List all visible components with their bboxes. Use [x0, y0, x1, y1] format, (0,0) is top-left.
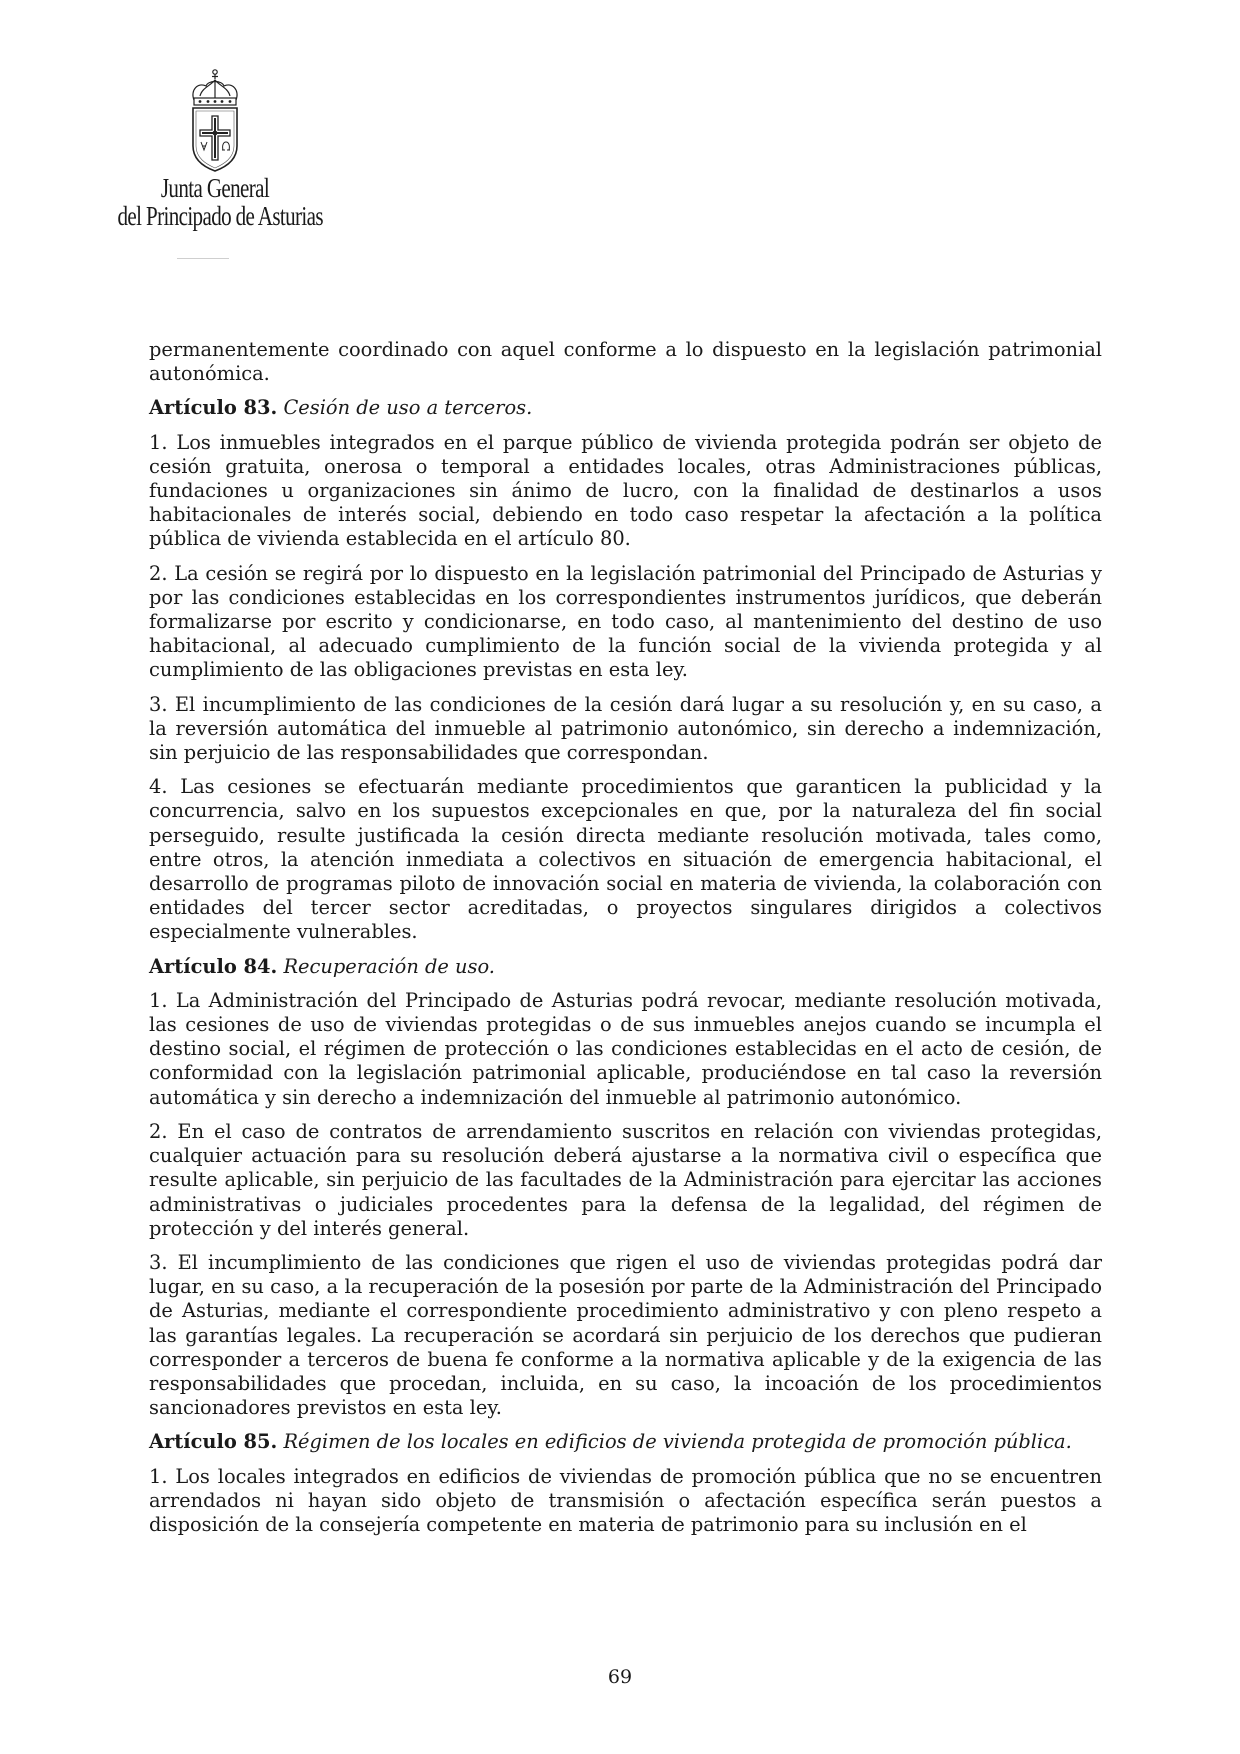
article-83-paragraph-1: 1. Los inmuebles integrados en el parque público de vivienda protegida podrán ser objeto de cesión gratuita, onerosa o temporal a entidades locales, otras Administraciones públicas, fundaciones u organizaciones sin ánimo de lucro, con la finalidad de destinarlos a usos habitacionales de interés social, debiendo en todo caso respetar la afectación a la política pública de vivienda establecida en el artículo 80. [149, 430, 1102, 551]
article-84-title: Recuperación de uso. [283, 954, 495, 978]
institution-name-line1: Junta General [160, 173, 270, 203]
page-number: 69 [607, 1666, 633, 1688]
article-84-heading [149, 955, 1102, 979]
coat-of-arms-icon [180, 66, 250, 174]
article-85-heading [149, 1430, 1102, 1454]
article-85-paragraph-1: 1. Los locales integrados en edificios de viviendas de promoción pública que no se encuentren arrendados ni hayan sido objeto de transmisión o afectación específica serán puestos a disposición de la consejería competente en materia de patrimonio para su inclusión en el [149, 1464, 1102, 1536]
article-84-paragraph-2: 2. En el caso de contratos de arrendamiento suscritos en relación con viviendas protegidas, cualquier actuación para su resolución deberá ajustarse a la normativa civil o específica que resulte aplicable, sin perjuicio de las facultades de la Administración para ejercitar las acciones administrativas o judiciales procedentes para la defensa de la legalidad, del régimen de protección y del interés general. [149, 1119, 1102, 1240]
article-84-number: Artículo 84. [149, 954, 278, 978]
article-83-paragraph-4: 4. Las cesiones se efectuarán mediante procedimientos que garanticen la publicidad y la concurrencia, salvo en los supuestos excepcionales en que, por la naturaleza del fin social perseguido, resulte justificada la cesión directa mediante resolución motivada, tales como, entre otros, la atención inmediata a colectivos en situación de emergencia habitacional, el desarrollo de programas piloto de innovación social en materia de vivienda, la colaboración con entidades del tercer sector acreditadas, o proyectos singulares dirigidos a colectivos especialmente vulnerables. [149, 775, 1102, 944]
institution-name-line2: del Principado de Asturias [117, 201, 323, 231]
article-83-heading [149, 396, 1102, 420]
document-body [149, 338, 1102, 1547]
header-divider [177, 258, 229, 259]
letterhead [90, 66, 340, 259]
article-83-paragraph-2: 2. La cesión se regirá por lo dispuesto en la legislación patrimonial del Principado de Asturias y por las condiciones establecidas en los correspondientes instrumentos jurídicos, que deberán formalizarse por escrito y condicionarse, en todo caso, al mantenimiento del destino de uso habitacional, al adecuado cumplimiento de la función social de la vivienda protegida y al cumplimiento de las obligaciones previstas en esta ley. [149, 561, 1102, 682]
article-83-number: Artículo 83. [149, 396, 278, 420]
paragraph-continuation: permanentemente coordinado con aquel conforme a lo dispuesto en la legislación patrimonial autonómica. [149, 338, 1102, 386]
article-83-paragraph-3: 3. El incumplimiento de las condiciones de la cesión dará lugar a su resolución y, en su caso, a la reversión automática del inmueble al patrimonio autonómico, sin derecho a indemnización, sin perjuicio de las responsabilidades que correspondan. [149, 692, 1102, 765]
article-85-number: Artículo 85. [149, 1430, 278, 1454]
article-85-title: Régimen de los locales en edificios de vivienda protegida de promoción pública. [283, 1430, 1072, 1454]
article-83-title: Cesión de uso a terceros. [283, 396, 533, 420]
article-84-paragraph-3: 3. El incumplimiento de las condiciones que rigen el uso de viviendas protegidas podrá dar lugar, en su caso, a la recuperación de la posesión por parte de la Administración del Principado de Asturias, mediante el correspondiente procedimiento administrativo y con pleno respeto a las garantías legales. La recuperación se acordará sin perjuicio de los derechos que pudieran corresponder a terceros de buena fe conforme a la normativa aplicable y de la exigencia de las responsabilidades que procedan, incluida, en su caso, la incoación de los procedimientos sancionadores previstos en esta ley. [149, 1250, 1102, 1420]
article-84-paragraph-1: 1. La Administración del Principado de Asturias podrá revocar, mediante resolución motivada, las cesiones de uso de viviendas protegidas o de sus inmuebles anejos cuando se incumpla el destino social, el régimen de protección o las condiciones establecidas en el acto de cesión, de conformidad con la legislación patrimonial aplicable, produciéndose en tal caso la reversión automática y sin derecho a indemnización del inmueble al patrimonio autonómico. [149, 988, 1102, 1109]
institution-name [117, 173, 323, 231]
